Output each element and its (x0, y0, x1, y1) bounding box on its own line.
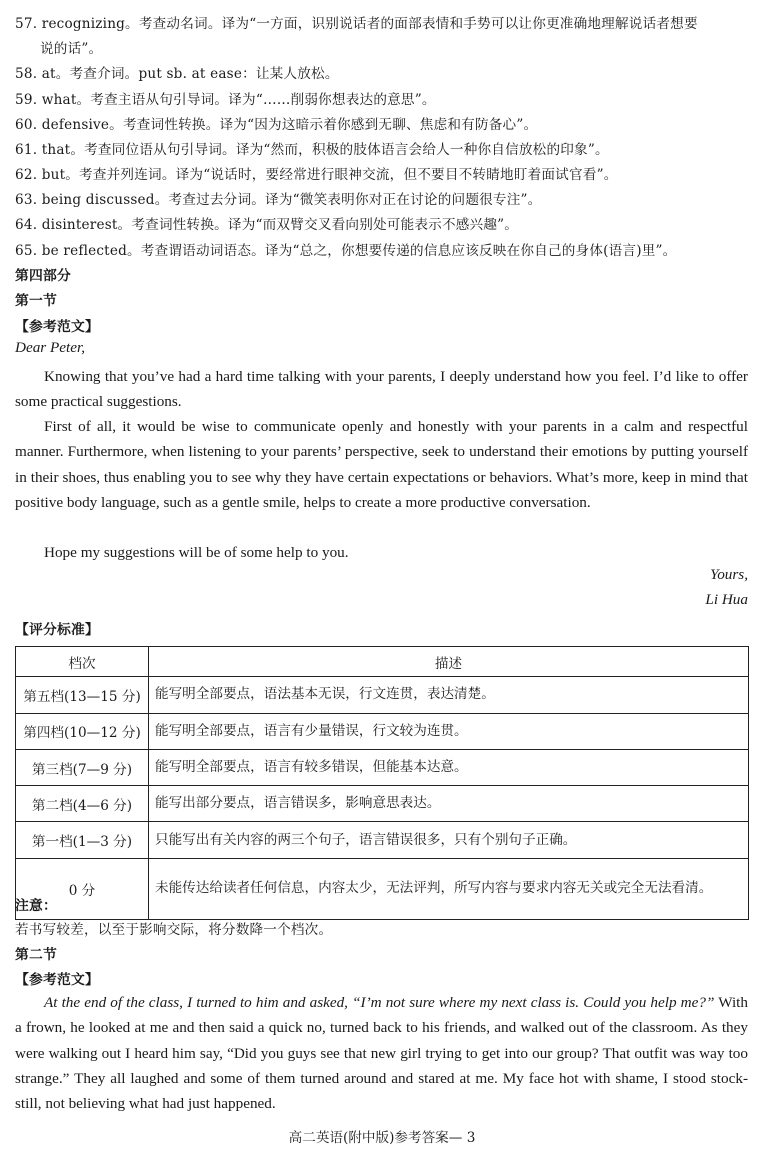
grade-level: 0 分 (16, 858, 149, 919)
grade-level: 第三档(7—9 分) (16, 749, 149, 785)
answer-58: 58. at。考查介词。put sb. at ease：让某人放松。 (15, 66, 339, 82)
answer-61: 61. that。考查同位语从句引导词。译为“然而，积极的肢体语言会给人一种你自信放松的印象”。 (15, 142, 609, 158)
table-row (16, 786, 749, 822)
table-header-description: 描述 (149, 647, 749, 677)
sample-essay-label-2: 【参考范文】 (15, 972, 99, 988)
grade-description: 能写出部分要点，语言错误多，影响意思表达。 (149, 786, 749, 822)
page-footer: 高二英语(附中版)参考答案— 3 (288, 1130, 476, 1146)
answer-57-line2: 说的话”。 (40, 41, 103, 57)
answer-64: 64. disinterest。考查词性转换。译为“而双臂交叉看向别处可能表示不感兴趣”。 (15, 217, 519, 233)
section1-title: 第一节 (15, 293, 57, 309)
story-continuation: With a frown, he looked at me and then said a quick no, turned back to his friends, and walked out of the classroom. As they were walking out I heard him say, “Did you guys see that new girl trying to get into our group? That outfit was way too strange.” They all laughed and some of them turned around and stared at me. My face hot with shame, I stood stock-still, not believing what had just happened. (15, 994, 748, 1113)
letter-signature: Li Hua (705, 591, 748, 608)
grade-level: 第一档(1—3 分) (16, 822, 149, 858)
note-label: 注意： (15, 898, 57, 914)
answer-62: 62. but。考查并列连词。译为“说话时，要经常进行眼神交流，但不要目不转睛地盯着面试官看”。 (15, 167, 618, 183)
grade-level: 第四档(10—12 分) (16, 713, 149, 749)
grade-level: 第二档(4—6 分) (16, 786, 149, 822)
table-header-level: 档次 (16, 647, 149, 677)
answer-59: 59. what。考查主语从句引导词。译为“……削弱你想表达的意思”。 (15, 92, 436, 108)
table-row (16, 713, 749, 749)
section2-title: 第二节 (15, 947, 57, 963)
letter-paragraph-2: First of all, it would be wise to communicate openly and honestly with your parents in a calm and respectful manner. Furthermore, when listening to your parents’ perspective, seek to understand their emotions by putting yourself in their shoes, thus enabling you to see why they have certain expectations or behaviors. What’s more, keep in mind that positive body language, such as a gentle smile, helps to create a more productive conversation. (15, 418, 748, 511)
answer-57-line1: 57. recognizing。考查动名词。译为“一方面，识别说话者的面部表情和手势可以让你更准确地理解说话者想要 (15, 16, 698, 32)
story-italic-opening: At the end of the class, I turned to him and asked, “I’m not sure where my next class is. Could you help me?” (44, 994, 715, 1011)
scoring-criteria-label: 【评分标准】 (15, 622, 99, 638)
grade-level: 第五档(13—15 分) (16, 677, 149, 713)
table-row (16, 858, 749, 919)
grade-description: 能写明全部要点，语言有少量错误，行文较为连贯。 (149, 713, 749, 749)
note-text: 若书写较差，以至于影响交际，将分数降一个档次。 (15, 922, 333, 938)
letter-greeting: Dear Peter, (15, 339, 86, 356)
grade-description: 能写明全部要点，语法基本无误，行文连贯，表达清楚。 (149, 677, 749, 713)
letter-paragraph-1: Knowing that you’ve had a hard time talking with your parents, I deeply understand how you feel. I’d like to offer some practical suggestions. (15, 368, 748, 411)
table-row (16, 749, 749, 785)
part4-title: 第四部分 (15, 268, 71, 284)
grade-description: 能写明全部要点，语言有较多错误，但能基本达意。 (149, 749, 749, 785)
answer-65: 65. be reflected。考查谓语动词语态。译为“总之，你想要传递的信息应该反映在你自己的身体(语言)里”。 (15, 243, 677, 259)
table-row (16, 822, 749, 858)
sample-essay-label: 【参考范文】 (15, 319, 99, 335)
story-paragraph (15, 990, 748, 1116)
table-row (16, 677, 749, 713)
letter-paragraph-3: Hope my suggestions will be of some help to you. (44, 544, 349, 561)
grade-description: 只能写出有关内容的两三个句子，语言错误很多，只有个别句子正确。 (149, 822, 749, 858)
grade-description: 未能传达给读者任何信息，内容太少，无法评判，所写内容与要求内容无关或完全无法看清。 (149, 858, 749, 919)
answer-63: 63. being discussed。考查过去分词。译为“微笑表明你对正在讨论的问题很专注”。 (15, 192, 542, 208)
scoring-table (15, 646, 749, 920)
letter-closing: Yours, (710, 566, 748, 583)
answer-60: 60. defensive。考查词性转换。译为“因为这暗示着你感到无聊、焦虑和有防备心”。 (15, 117, 538, 133)
table-header-row (16, 647, 749, 677)
